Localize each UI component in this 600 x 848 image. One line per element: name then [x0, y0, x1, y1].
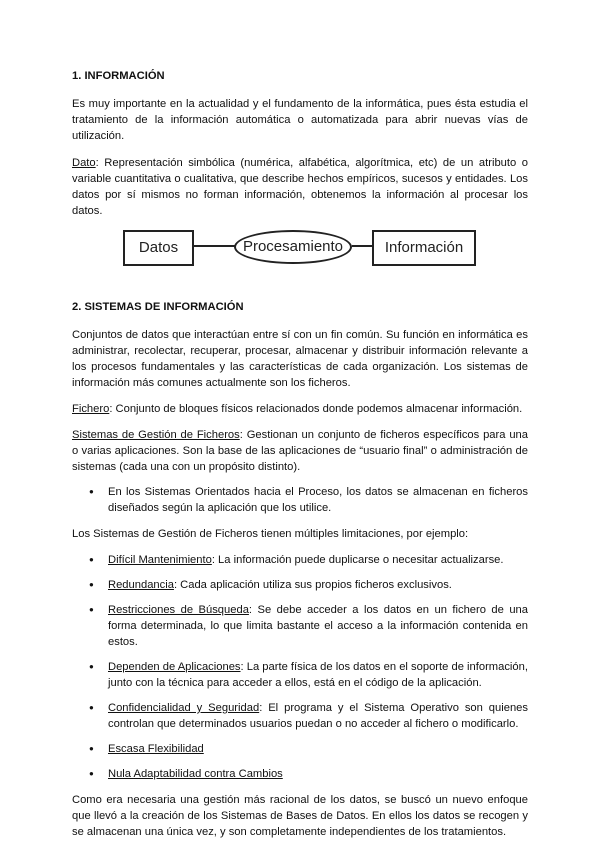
paragraph-limitaciones: Los Sistemas de Gestión de Ficheros tienen múltiples limitaciones, por ejemplo: [72, 528, 469, 540]
definition-dato: : Representación simbólica (numérica, alfabética, algorítmica, etc) de un atributo o variable cuantitativa o cualitativa, que describe hechos empíricos, sucesos y entidades. Los datos por sí mismos no forman información, obtenemos la información al procesar los datos. [72, 157, 528, 217]
limitation-item [72, 741, 528, 757]
diagram-box-datos: Datos [123, 230, 194, 266]
limitation-definition: : El programa y el Sistema Operativo son quienes controlan que determinados usuarios puedan o no acceder al fichero o modificarlo. [108, 702, 528, 730]
limitation-term: Redundancia [108, 579, 174, 591]
limitation-item [72, 700, 528, 732]
term-sgf: Sistemas de Gestión de Ficheros [72, 429, 240, 441]
limitation-item [72, 577, 528, 593]
definition-sgf: : Gestionan un conjunto de ficheros específicos para una o varias aplicaciones. Son la base de las aplicaciones de “usuario final” o administración de sistemas (cada una con un propósito distinto). [72, 429, 528, 473]
limitation-definition: : Cada aplicación utiliza sus propios ficheros exclusivos. [173, 579, 452, 591]
diagram-box-informacion: Información [372, 230, 476, 266]
limitation-item [72, 766, 528, 782]
document-page [72, 68, 528, 840]
diagram-connector-right [352, 245, 372, 247]
bullet-procesos: ● En los Sistemas Orientados hacia el Proceso, los datos se almacenan en ficheros diseñados según la aplicación que los utilice. [72, 484, 528, 516]
section-heading-sistemas: 2. SISTEMAS DE INFORMACIÓN [72, 301, 244, 313]
term-dato: Dato [72, 157, 96, 169]
paragraph-informacion: Es muy importante en la actualidad y el fundamento de la informática, pues ésta estudia el tratamiento de la información automática o automatizada para abrir nuevas vías de utilización. [72, 98, 528, 142]
limitation-definition: : La información puede duplicarse o necesitar actualizarse. [211, 554, 504, 566]
diagram-connector-left [194, 245, 236, 247]
paragraph-fichero [72, 401, 528, 417]
limitation-item [72, 552, 528, 568]
limitation-term: Nula Adaptabilidad contra Cambios [108, 768, 283, 780]
limitation-term: Confidencialidad y Seguridad [108, 702, 260, 714]
limitation-item [72, 659, 528, 691]
limitation-definition: : La parte física de los datos en el soporte de información, junto con la técnica para acceder a ellos, está en el código de la aplicación. [108, 661, 528, 689]
limitation-term: Restricciones de Búsqueda [108, 604, 249, 616]
paragraph-closing: Como era necesaria una gestión más racional de los datos, se buscó un nuevo enfoque que llevó a la creación de los Sistemas de Bases de Datos. En ellos los datos se recogen y se almacenan una única vez, y son completamente independientes de los tratamientos. [72, 794, 528, 838]
limitation-term: Difícil Mantenimiento [108, 554, 212, 566]
bullet-list-procesos [72, 484, 528, 516]
paragraph-dato [72, 155, 528, 219]
paragraph-sistemas: Conjuntos de datos que interactúan entre sí con un fin común. Su función en informática es administrar, recolectar, recuperar, procesar, almacenar y distribuir información relevante a los procesos fundamentales y las características de cada organización. Los sistemas de información más comunes actualmente son los ficheros. [72, 329, 528, 389]
data-processing-diagram [72, 230, 528, 286]
definition-fichero: : Conjunto de bloques físicos relacionados donde podemos almacenar información. [109, 403, 523, 415]
limitation-term: Dependen de Aplicaciones [108, 661, 241, 673]
limitation-term: Escasa Flexibilidad [108, 743, 204, 755]
limitation-definition: : Se debe acceder a los datos en un fichero de una forma determinada, lo que limita bastante el acceso a la información contenida en estos. [108, 604, 529, 648]
diagram-ellipse-procesamiento: Procesamiento [234, 230, 352, 264]
limitations-list [72, 552, 528, 782]
term-fichero: Fichero [72, 403, 110, 415]
limitation-item [72, 602, 528, 650]
paragraph-sgf [72, 427, 528, 475]
section-heading-informacion: 1. INFORMACIÓN [72, 70, 165, 82]
